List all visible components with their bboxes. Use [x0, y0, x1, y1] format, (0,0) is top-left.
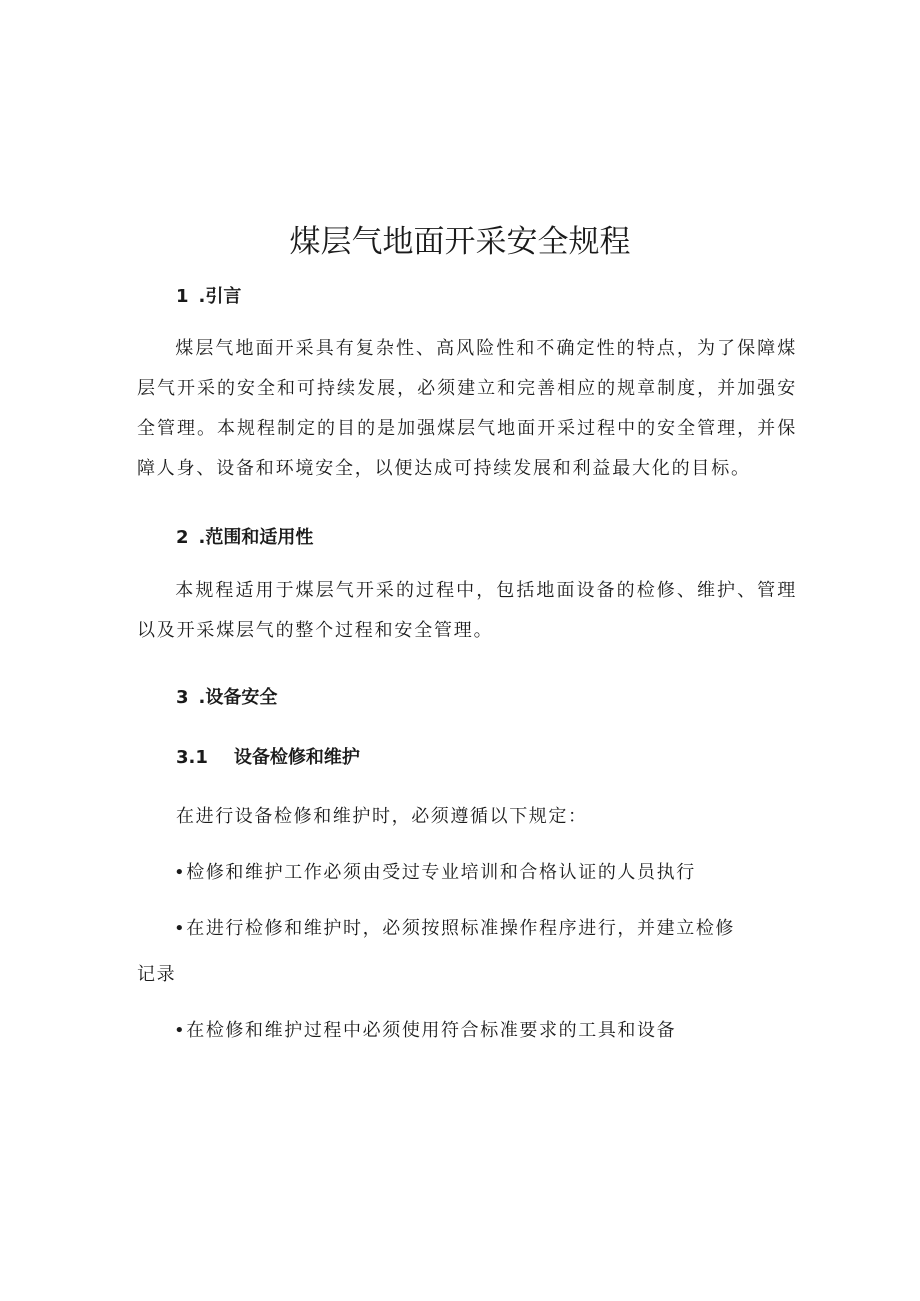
section-3-number: 3	[176, 687, 189, 708]
section-1-paragraph	[137, 329, 797, 489]
subsection-3-1-heading	[176, 743, 360, 769]
section-3-heading	[176, 683, 277, 709]
bullet-item: •在进行检修和维护时，必须按照标准操作程序进行，并建立检修	[174, 918, 736, 939]
bullet-item: •检修和维护工作必须由受过专业培训和合格认证的人员执行	[174, 862, 696, 883]
section-1-text: 煤层气地面开采具有复杂性、高风险性和不确定性的特点，为了保障煤层气开采的安全和可持续发展，必须建立和完善相应的规章制度，并加强安全管理。本规程制定的目的是加强煤层气地面开采过程中的安全管理，并保障人身、设备和环境安全，以便达成可持续发展和利益最大化的目标。	[137, 338, 797, 479]
section-3-title: .设备安全	[198, 687, 278, 708]
subsection-3-1-number: 3.1	[176, 747, 208, 768]
section-2-title: .范围和适用性	[198, 527, 314, 548]
bullet-item-continuation: 记录	[137, 964, 177, 985]
section-2-number: 2	[176, 527, 189, 548]
subsection-intro: 在进行设备检修和维护时，必须遵循以下规定：	[176, 806, 588, 827]
subsection-3-1-title: 设备检修和维护	[233, 747, 360, 768]
section-2-paragraph	[137, 571, 797, 651]
section-2-heading	[176, 523, 313, 549]
section-1-title: .引言	[198, 286, 242, 307]
bullet-item: •在检修和维护过程中必须使用符合标准要求的工具和设备	[174, 1020, 677, 1041]
section-1-number: 1	[176, 286, 189, 307]
section-1-heading	[176, 282, 241, 308]
section-2-text: 本规程适用于煤层气开采的过程中，包括地面设备的检修、维护、管理以及开采煤层气的整个过程和安全管理。	[137, 580, 797, 641]
document-title: 煤层气地面开采安全规程	[289, 224, 631, 260]
